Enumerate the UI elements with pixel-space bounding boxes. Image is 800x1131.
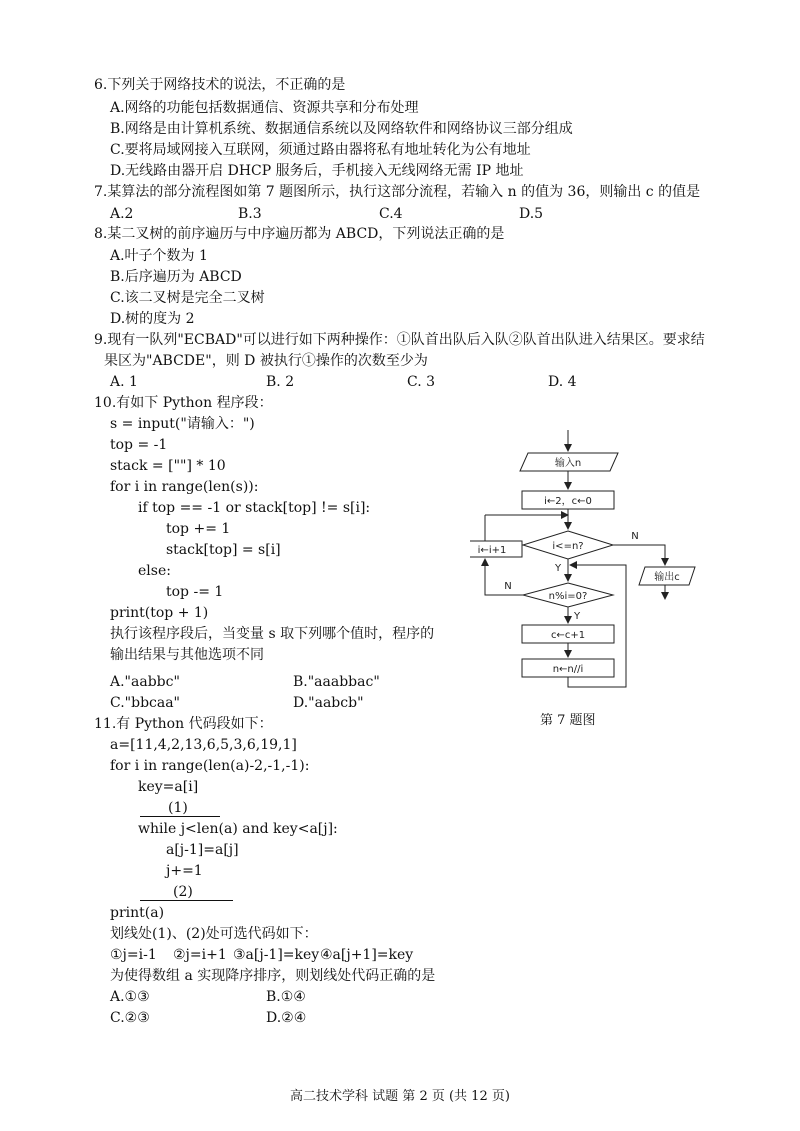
- q11-option-a: A.①③: [110, 989, 150, 1005]
- q6-option-a: A.网络的功能包括数据通信、资源共享和分布处理: [110, 100, 419, 116]
- q11-option-c: C.②③: [110, 1010, 150, 1026]
- code-line: top = -1: [110, 437, 168, 453]
- q6-option-b: B.网络是由计算机系统、数据通信系统以及网络软件和网络协议三部分组成: [110, 121, 573, 137]
- flowchart-count-text: c←c+1: [550, 630, 586, 641]
- q8-option-d: D.树的度为 2: [110, 311, 195, 327]
- q6-stem: 6.下列关于网络技术的说法，不正确的是: [94, 77, 346, 93]
- q7-stem: 7.某算法的部分流程图如第 7 题图所示，执行这部分流程，若输入 n 的值为 36，则输出 c 的值是: [94, 184, 701, 200]
- code-line: top -= 1: [166, 584, 224, 600]
- flowchart: [470, 425, 710, 705]
- q11-choice-1: ①j=i-1: [110, 947, 157, 963]
- code-line: print(a): [110, 905, 165, 921]
- code-line: for i in range(len(s)):: [110, 479, 259, 495]
- q8-option-a: A.叶子个数为 1: [110, 248, 208, 264]
- q11-option-b: B.①④: [266, 989, 306, 1005]
- q9-stem-line2: 果区为"ABCDE"，则 D 被执行①操作的次数至少为: [104, 353, 428, 369]
- q7-option-b: B.3: [238, 206, 262, 222]
- flowchart-output-text: 输出c: [654, 572, 680, 583]
- q10-option-b: B."aaabbac": [293, 674, 380, 690]
- q7-option-d: D.5: [519, 206, 544, 222]
- flowchart-yes1-label: Y: [554, 563, 562, 574]
- q10-stem: 10.有如下 Python 程序段：: [94, 395, 273, 411]
- code-line: j+=1: [166, 863, 203, 879]
- flowchart-yes2-label: Y: [573, 611, 581, 622]
- flowchart-init-text: i←2，c←0: [544, 496, 592, 507]
- code-line: print(top + 1): [110, 605, 209, 621]
- q7-option-c: C.4: [379, 206, 403, 222]
- flowchart-inc-text: i←i+1: [477, 545, 507, 556]
- q11-choice-4: ④a[j+1]=key: [320, 947, 414, 963]
- flowchart-cond1-text: i<=n?: [552, 541, 584, 552]
- q6-option-c: C.要将局域网接入互联网，须通过路由器将私有地址转化为公有地址: [110, 142, 531, 158]
- code-line: while j<len(a) and key<a[j]:: [138, 821, 338, 837]
- q9-stem-line1: 9.现有一队列"ECBAD"可以进行如下两种操作：①队首出队后入队②队首出队进入结果区。要求结: [94, 332, 705, 348]
- q10-option-a: A."aabbc": [110, 674, 180, 690]
- q8-stem: 8.某二叉树的前序遍历与中序遍历都为 ABCD，下列说法正确的是: [94, 226, 505, 242]
- blank-1-underline: [140, 815, 220, 817]
- code-line: stack[top] = s[i]: [166, 542, 281, 558]
- code-line: a=[11,4,2,13,6,5,3,6,19,1]: [110, 737, 297, 753]
- blank-2-label: (2): [173, 884, 193, 900]
- code-line: else:: [138, 563, 171, 579]
- q8-option-b: B.后序遍历为 ABCD: [110, 269, 242, 285]
- q11-choice-2: ②j=i+1: [173, 947, 227, 963]
- q11-choices-intro: 划线处(1)、(2)处可选代码如下：: [110, 926, 318, 942]
- flowchart-no1-label: N: [631, 531, 639, 542]
- q10-question-line1: 执行该程序段后，当变量 s 取下列哪个值时，程序的: [110, 626, 435, 642]
- q11-question: 为使得数组 a 实现降序排序，则划线处代码正确的是: [110, 968, 436, 984]
- blank-2-underline: [140, 899, 233, 901]
- flowchart-divide-text: n←n//i: [552, 664, 584, 675]
- page-footer: 高二技术学科 试题 第 2 页 (共 12 页): [290, 1089, 510, 1104]
- q9-option-d: D. 4: [548, 374, 577, 390]
- code-line: key=a[i]: [138, 779, 199, 795]
- q11-option-d: D.②④: [266, 1010, 307, 1026]
- code-line: if top == -1 or stack[top] != s[i]:: [138, 500, 371, 516]
- q7-option-a: A.2: [110, 206, 134, 222]
- flowchart-cond2-text: n%i=0?: [548, 591, 588, 602]
- code-line: for i in range(len(a)-2,-1,-1):: [110, 758, 310, 774]
- flowchart-input-text: 输入n: [554, 458, 582, 469]
- code-line: stack = [""] * 10: [110, 458, 226, 474]
- q9-option-a: A. 1: [110, 374, 138, 390]
- q9-option-c: C. 3: [407, 374, 436, 390]
- flowchart-no2-label: N: [504, 581, 512, 592]
- q10-question-line2: 输出结果与其他选项不同: [110, 647, 264, 663]
- q9-option-b: B. 2: [266, 374, 295, 390]
- q8-option-c: C.该二叉树是完全二叉树: [110, 290, 265, 306]
- q6-option-d: D.无线路由器开启 DHCP 服务后，手机接入无线网络无需 IP 地址: [110, 163, 524, 179]
- q10-option-c: C."bbcaa": [110, 695, 180, 711]
- code-line: a[j-1]=a[j]: [166, 842, 239, 858]
- flowchart-caption: 第 7 题图: [540, 713, 596, 728]
- q11-choice-3: ③a[j-1]=key: [233, 947, 320, 963]
- code-line: top += 1: [166, 521, 231, 537]
- code-line: s = input("请输入："): [110, 416, 255, 432]
- q10-option-d: D."aabcb": [293, 695, 364, 711]
- q11-stem: 11.有 Python 代码段如下：: [94, 716, 273, 732]
- blank-1-label: (1): [168, 800, 188, 816]
